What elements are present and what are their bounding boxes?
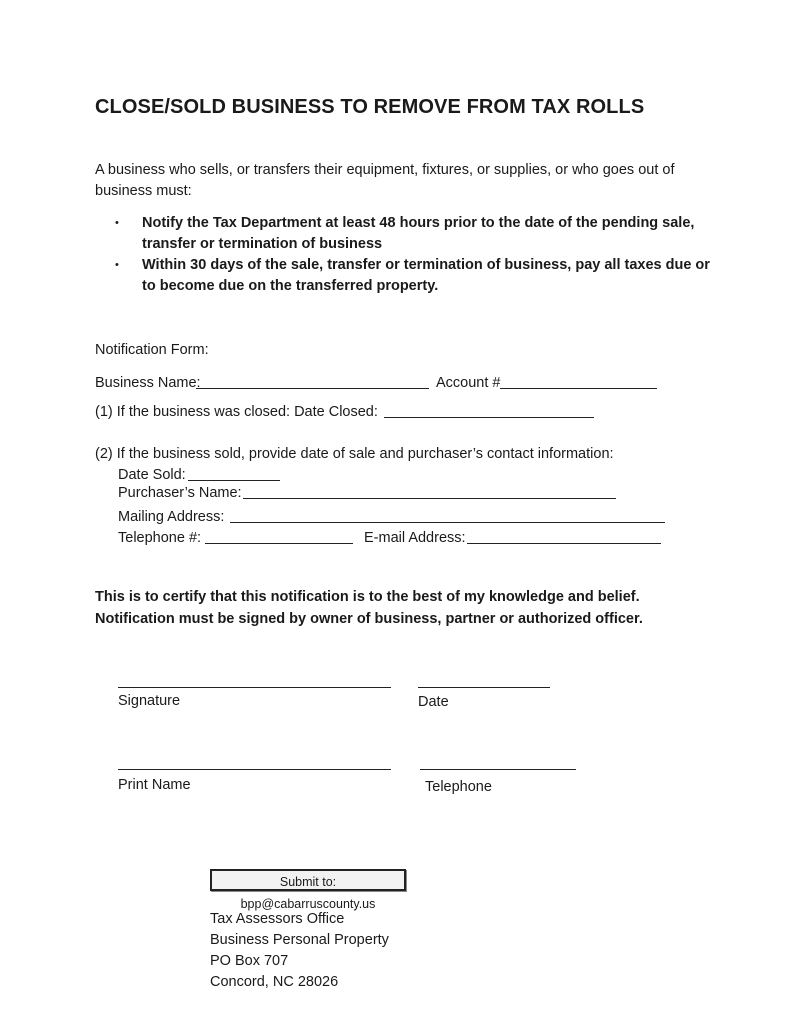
telephone-label: Telephone #: <box>118 530 202 546</box>
telephone-signature-field[interactable] <box>420 769 576 770</box>
date-sold-label: Date Sold: <box>118 467 186 483</box>
print-name-field[interactable] <box>118 769 391 770</box>
intro-paragraph: A business who sells, or transfers their equipment, fixtures, or supplies, or who goes out of business must: <box>95 162 675 199</box>
print-name-label: Print Name <box>118 777 191 793</box>
date-closed-field[interactable] <box>384 417 594 418</box>
bullet-text: Within 30 days of the sale, transfer or termination of business, pay all taxes due or to become due on the transferred property. <box>142 257 710 294</box>
date-label: Date <box>418 694 449 710</box>
date-field[interactable] <box>418 687 550 688</box>
list-item <box>115 213 715 255</box>
business-name-field[interactable] <box>196 388 429 389</box>
purchaser-name-label: Purchaser’s Name: <box>118 485 242 501</box>
notification-form-label: Notification Form: <box>95 342 209 358</box>
requirements-list <box>115 213 715 297</box>
list-item <box>115 255 715 297</box>
address-line: Business Personal Property <box>210 932 389 948</box>
signature-field[interactable] <box>118 687 391 688</box>
account-label: Account # <box>436 375 501 391</box>
telephone-signature-label: Telephone <box>425 779 492 795</box>
address-line: Tax Assessors Office <box>210 911 345 927</box>
email-field[interactable] <box>467 543 661 544</box>
business-name-label: Business Name: <box>95 375 201 391</box>
page-title: CLOSE/SOLD BUSINESS TO REMOVE FROM TAX ROLLS <box>95 96 645 118</box>
email-label: E-mail Address: <box>364 530 466 546</box>
address-line: Concord, NC 28026 <box>210 974 339 990</box>
telephone-field[interactable] <box>205 543 353 544</box>
date-closed-label: (1) If the business was closed: Date Closed: <box>95 404 378 420</box>
bullet-icon: • <box>115 217 119 229</box>
mailing-address-field[interactable] <box>230 522 665 523</box>
bullet-icon: • <box>115 259 119 271</box>
purchaser-name-field[interactable] <box>243 498 616 499</box>
date-sold-field[interactable] <box>188 480 280 481</box>
signature-label: Signature <box>118 693 181 709</box>
submit-email-button[interactable]: Submit to: bpp@cabarruscounty.us <box>210 869 406 891</box>
address-line: PO Box 707 <box>210 953 289 969</box>
certification-statement: This is to certify that this notification is to the best of my knowledge and belief. Notification must be signed by owner of business, partner or authorized officer. <box>95 589 643 627</box>
mailing-address-label: Mailing Address: <box>118 509 225 525</box>
business-sold-label: (2) If the business sold, provide date of sale and purchaser’s contact information: <box>95 446 614 462</box>
bullet-text: Notify the Tax Department at least 48 hours prior to the date of the pending sale, transfer or termination of business <box>142 215 695 252</box>
account-number-field[interactable] <box>500 388 657 389</box>
